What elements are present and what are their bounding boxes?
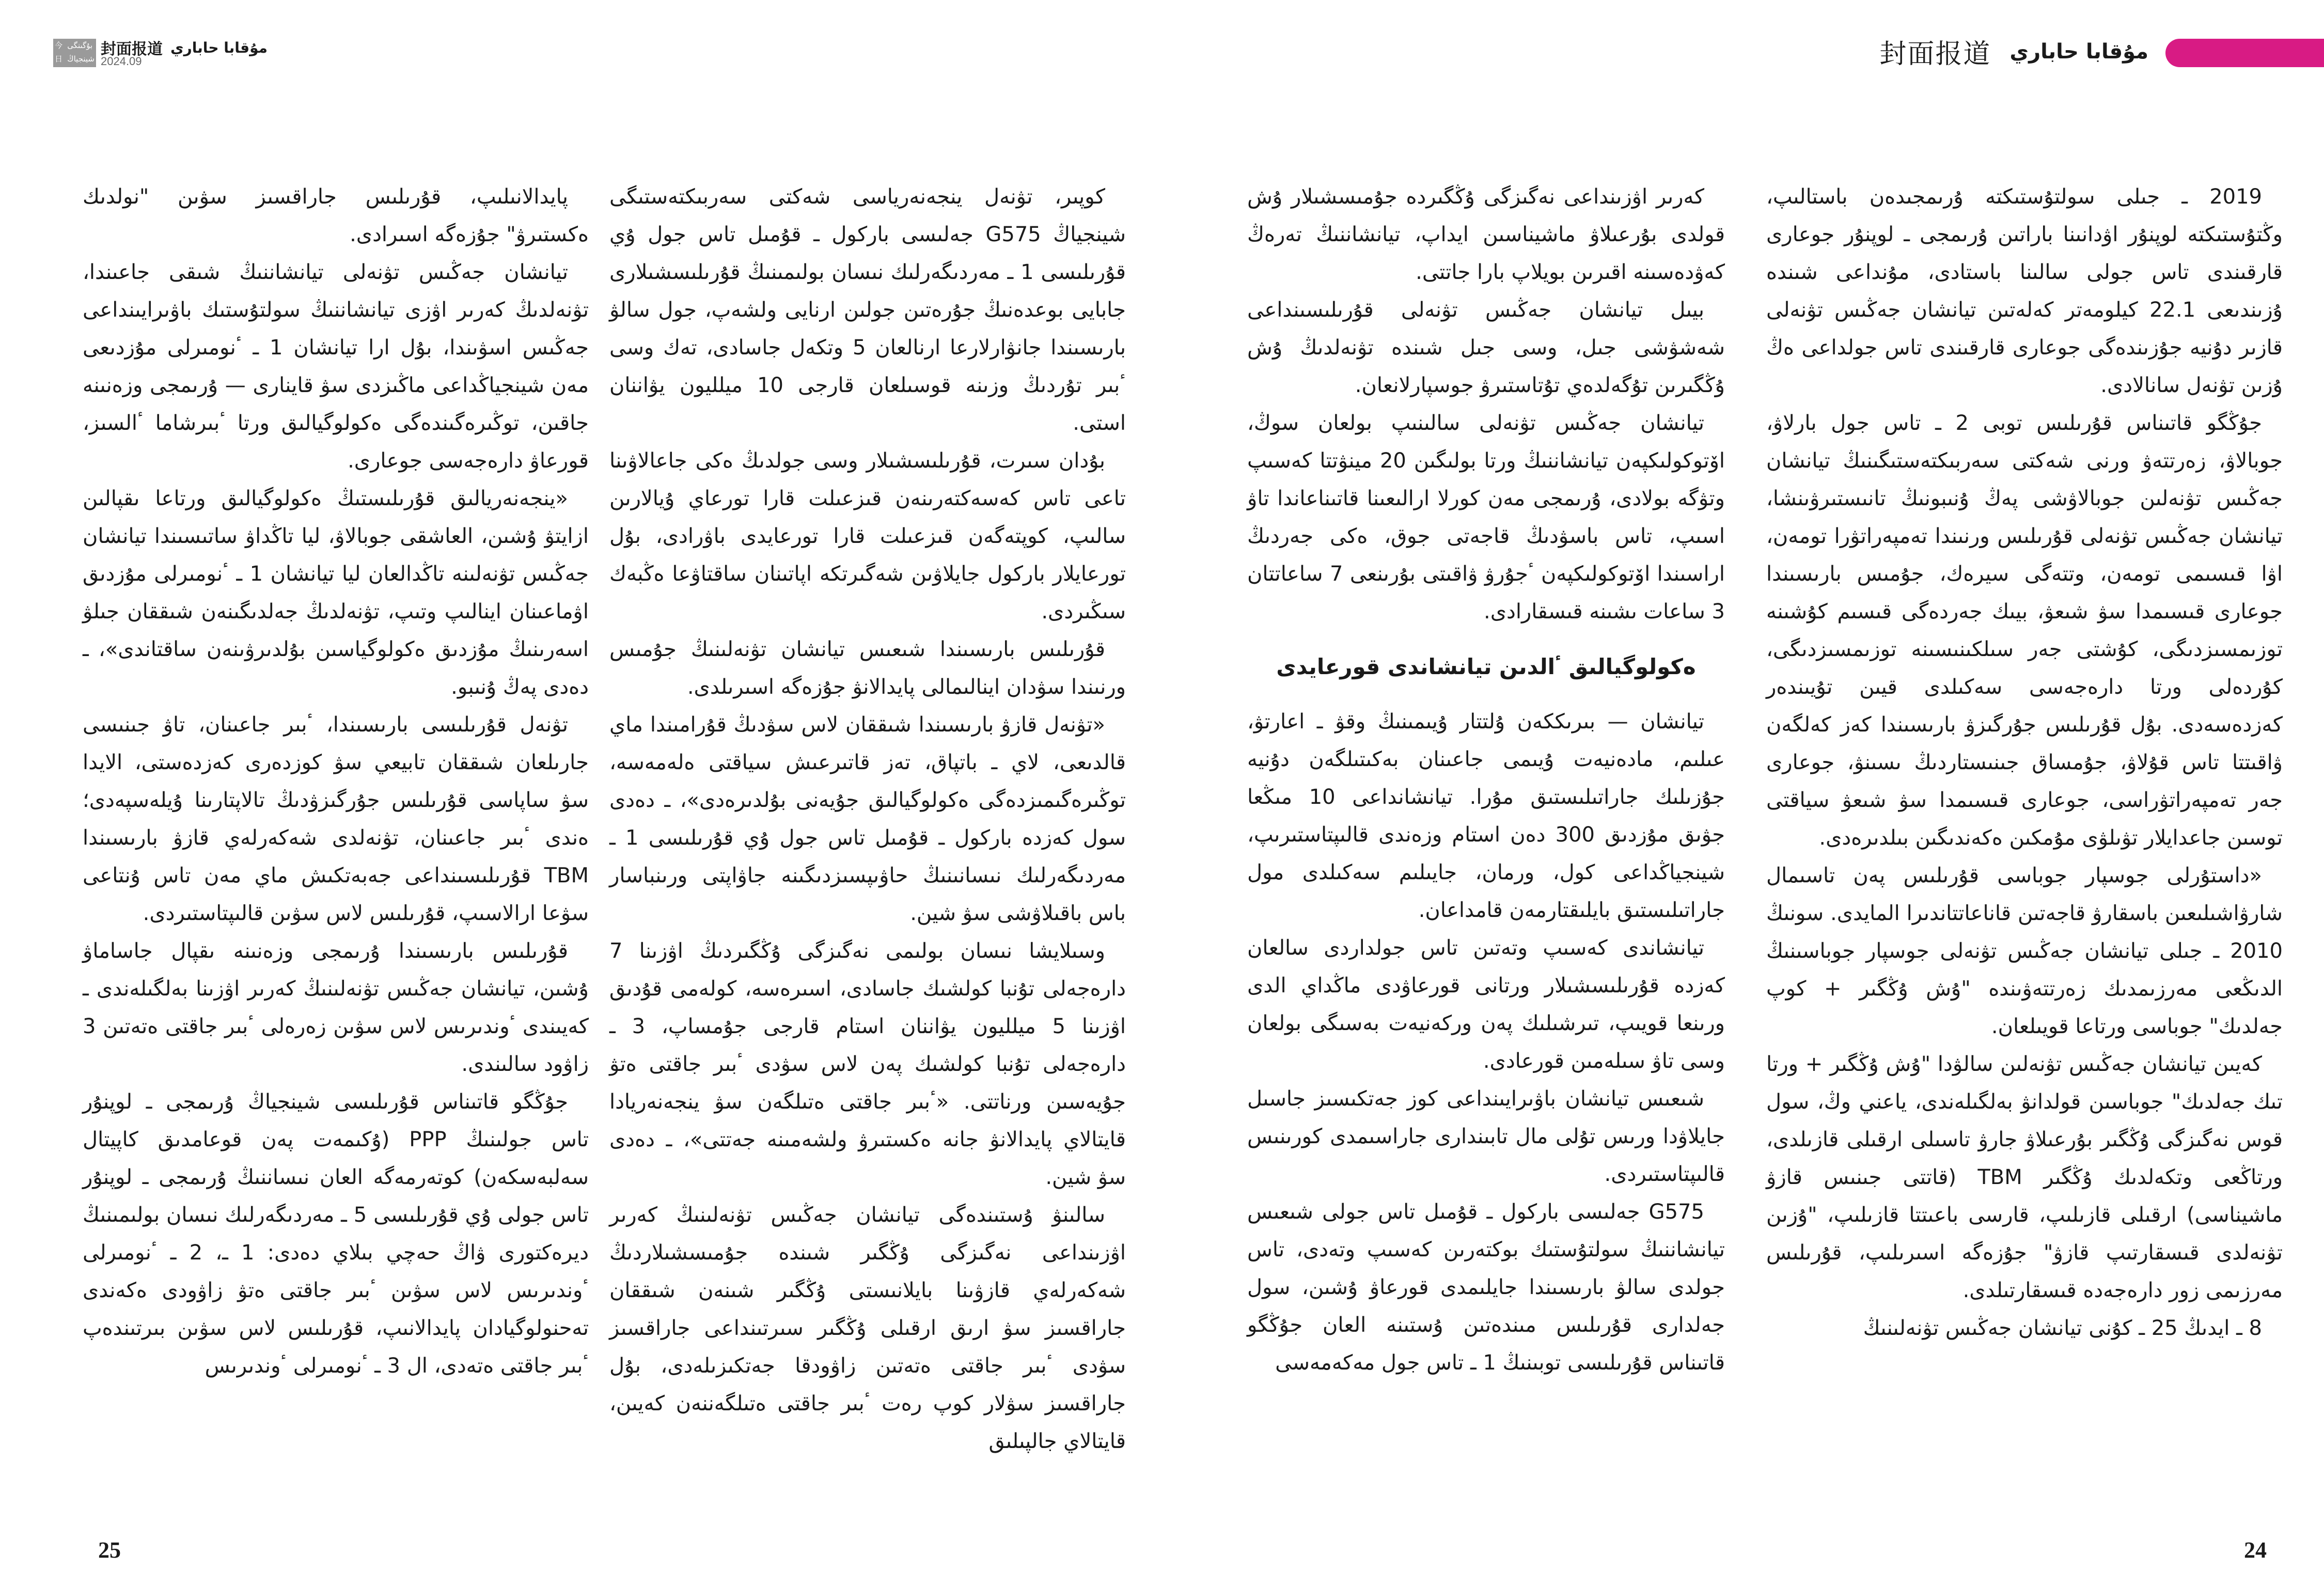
paragraph: تيانشان جەڭىس تۋنەلى تيانشاننىڭ شىقى جاعىندا، تۋنەلدىڭ كەرىر اۋزى تيانشاننىڭ سولتۇستىك باۋىرايىنداعى جەڭىس اسۋىندا، بۇل ارا تيانشان 1 ـ ٴنومىرلى مۇزدىعى مەن شينجياڭداعى ماڭىزدى سۋ قاينارى — ۇرىمجى وزەنىنە جاقىن، توڭىرەگىندەگى ەكولوگيالىق ورتا ٴبىرشاما ٴالسىز، قورعاۋ دارەجەسى جوعارى. <box>83 260 589 473</box>
paragraph: بيىل تيانشان جەڭىس تۋنەلى قۇرىلىسىنداعى شەشۋشى جىل، وسى جىل شىندە تۋنەلدىڭ ۇش ۇڭگىرىن تۇگەلدەي تۇتاستىرۋ جوسپارلانعان. <box>1247 298 1725 397</box>
paragraph: «داستۇرلى جوسپار جوباسى قۇرىلىس پەن تاسىمال شارۋاشىلىعىن باسقارۋ قاجەتىن قاناعاتتاندىرا المايدى. سونىڭ 2010 ـ جىلى تيانشان جەڭىس تۋنەلى جوسپار جوباسىنىڭ الدىڭعى مەرزىمدىك زەرتتەۋىندە "ۇش ۇڭگىر + كوپ جەلدىك" جوباسى ورتاعا قويىلعان. <box>1766 864 2283 1038</box>
paragraph: سالىنۋ ۇستىندەگى تيانشان جەڭىس تۋنەلىنىڭ كەرىر اۋزىنداعى نەگىزگى ۇڭگىر شىندە جۇمىسشىلاردىڭ شەكەرلەي قازۋىنا بايلانىستى ۇڭگىر شىنەن شىققان جاراقسىز سۋ ارىق ارقىلى ۇڭگىر سىرتىنداعى جاراقسىز سۋدى ٴبىر جاقتى ەتەتىن زاۋودقا جەتكىزىلەدى، بۇل جاراقسىز سۋلار كوپ رەت ٴبىر جاقتى ەتىلگەننەن كەيىن، قايتالاي جالپىلىق <box>609 1203 1126 1453</box>
paragraph: كەيىن تيانشان جەڭىس تۋنەلىن سالۋدا "ۇش ۇڭگىر + ورتا تىك جەلدىك" جوباسىن قولدانۋ بەلگىلەندى، ياعني وڭ، سول قوس نەگىزگى ۇڭگىر بۇرعىلاۋ جارۋ تاسىلى ارقىلى قازىلدى، ورتاڭعى وتكەلدىك ۇڭگىر TBM (قاتتى جىنىس قازۋ ماشيناسى) ارقىلى قازىلىپ، قارسى باعىتتا قازىلىپ، "ۇزىن تۋنەلدى قىسقارتىپ قازۋ" جۇزەگە اسىرىلىپ، قۇرىلىس مەرزىمى زور دارەجەدە قىسقارتىلدى. <box>1766 1052 2283 1302</box>
logo-cn-text: 今日新疆 <box>55 41 63 90</box>
paragraph: كەرىر اۋزىنداعى نەگىزگى ۇڭگىردە جۇمىسشىلار ۇش قولدى بۇرعىلاۋ ماشيناسىن ايداپ، تيانشاننىڭ تەرەڭ كەۋدەسىنە اقىرىن بويلاپ بارا جاتتى. <box>1247 185 1725 284</box>
section-tab-marker <box>2165 39 2324 67</box>
paragraph: تيانشان — بىرىككەن ۇلتتار ۇيىمىنىڭ وقۋ ـ اعارتۋ، عىلىم، مادەنيەت ۇيىمى جاعىنان بەكىتىلگەن دۇنيە جۇزىلىك جاراتىلىستىق مۇرا. تيانشانداعى 10 مىڭعا جۋىق مۇزدىق 300 دەن استام وزەندى قالىپتاستىرىپ، شينجياڭداعى كول، ورمان، جايىلىم سەكىلدى مول جاراتىلىستىق بايلىقتارمەن قامداعان. <box>1247 710 1725 922</box>
paragraph: تيانشاندى كەسىپ وتەتىن تاس جولداردى سالعان كەزدە قۇرىلىسشىلار ورتانى قورعاۋدى ماڭداي الدى ورىنعا قويىپ، تىرشىلىك پەن وركەنيەت بەسىگى بولعان وسى تاۋ سىلەمىن قورعادى. <box>1247 936 1725 1073</box>
section-title-cn: 封面报道 <box>101 40 163 58</box>
paragraph: كوپىر، تۋنەل ينجەنەرياسى شەكتى سەربىكتەستىگى شينجياڭ G575 جەلىسى باركول ـ قۇمىل تاس جول ۇي قۇرىلىسى 1 ـ مەردىگەرلىك نىسان بولىمىنىڭ قۇرىلىسشىلارى جابايى بوعدەنىڭ جۇرەتىن جولىن ارنايى ولشەپ، جول سالۋ بارىسىندا جانۋارلارعا ارنالعان 5 وتكەل جاسادى، تەك وسى ٴبىر تۇردىڭ وزىنە قوسىلعان قارجى 10 ميلليون يۋاننان استى. <box>609 185 1126 435</box>
paragraph: قۇرىلىس بارىسىندا شىعىس تيانشان تۋنەلىنىڭ جۇمىس ورنىندا سۋدان اينالىمالى پايدالانۋ جۇزەگە اسىرىلدى. <box>609 637 1126 699</box>
paragraph: شىعىس تيانشان باۋىرايىنداعى كوز جەتكىسىز جاسىل جايلاۋدا ورىس تۇلى مال تابىندارى جاراسىمدى كورىنىس قالىپتاستىردى. <box>1247 1087 1725 1186</box>
paragraph: وسىلايشا نىسان بولىمى نەگىزگى ۇڭگىردىڭ اۋزىنا 7 دارەجەلى تۇنبا كولشىك جاسادى، اسىرەسە، كولەمى قۇدىق اۋزىنا 5 ميلليون يۋاننان استام قارجى جۇمساپ، 3 ـ دارەجەلى تۇنبا كولشىك پەن لاس سۋدى ٴبىر جاقتى ەتۋ جۇيەسىن ورناتتى. «ٴبىر جاقتى ەتىلگەن سۋ ينجەنەريادا قايتالاي پايدالانۋ جانە ەكستىرۋ ولشەمىنە جەتتى»، ـ دەدى سۋ شين. <box>609 939 1126 1189</box>
article-column-4 <box>83 178 589 1385</box>
paragraph: 8 ـ ايدىڭ 25 ـ كۇنى تيانشان جەڭىس تۋنەلىنىڭ <box>1863 1316 2262 1340</box>
article-column-3 <box>609 178 1126 1460</box>
section-title-ug: مۇقابا حاباري <box>2009 39 2148 64</box>
paragraph: تۋنەل قۇرىلىسى بارىسىندا، ٴبىر جاعىنان، تاۋ جىنىسى جارىلعان شىققان تابيعي سۋ كوزدەرى كەزدەستى، الايدا سۋ ساپاسى قۇرىلىس جۇرگىزۋدىڭ تالاپتارىنا ۇيلەسپەدى؛ ەندى ٴبىر جاعىنان، تۋنەلدى شەكەرلەي قازۋ بارىسىندا TBM قۇرىلىسىنداعى جەبەتكىش ماي مەن تاس ۇنتاعى سۋعا ارالاسىپ، قۇرىلىس لاس سۋىن قالىپتاستىردى. <box>83 713 589 925</box>
paragraph: بۇدان سىرت، قۇرىلىسشىلار وسى جولدىڭ ەكى جاعالاۋىنا تاعى تاس كەسەكتەرىنەن قىزعىلت قارا تورعاي ۇيالارىن سالىپ، كوپتەگەن قىزعىلت قارا تورعايدى باۋرادى، بۇل تورعايلار باركول جايلاۋىن شەگىرتكە اپاتىنان ساقتاۋعا ەڭبەك سىڭىردى. <box>609 449 1126 624</box>
paragraph: «تۋنەل قازۋ بارىسىندا شىققان لاس سۋدىڭ قۇرامىندا ماي قالدىعى، لاي ـ باتپاق، تەز قاتىرعىش سياقتى ەلەمەسە، توڭىرەگىمىزدەگى ەكولوگيالىق جۇيەنى بۇلدىرەدى»، ـ دەدى سول كەزدە باركول ـ قۇمىل تاس جول ۇي قۇرىلىسى 1 ـ مەردىگەرلىك نىسانىنىڭ حاۋىپسىزدىگىنە جاۋاپتى ورىنباسار باس باقىلاۋشى سۋ شين. <box>609 713 1126 925</box>
article-column-2 <box>1247 178 1725 1382</box>
subheading: ەكولوگيالىق ٴالدىن تيانشاندى قورعايدى <box>1276 654 1696 679</box>
paragraph: جۇڭگو قاتىناس قۇرىلىس توبى 2 ـ تاس جول بارلاۋ، جوبالاۋ، زەرتتەۋ ورنى شەكتى سەربىكتەستىگىنىڭ تيانشان جەڭىس تۋنەلىن جوبالاۋشى پەڭ ۇنىبونىڭ تانىستىرۋىنشا، تيانشان جەڭىس تۋنەلى قۇرىلىس ورنىندا تەمپەراتۋرا تومەن، اۋا قىسىمى تومەن، وتتەگى سيرەك، جۇمىس بارىسىندا جوعارى قىسىمدا سۋ شىعۋ، بيىك جەردەگى قىسىم كۇشىنە توزىمسىزدىگى، كۇشتى جەر سىلكىنىسىنە توزىمسىزدىگى، كۇردەلى ورتا دارەجەسى سەكىلدى قيىن تۇيىندەر كەزدەسەدى. بۇل قۇرىلىس جۇرگىزۋ بارىسىندا كەز كەلگەن ۋاقىتتا تاس قۇلاۋ، جۇمساق جىنىستاردىڭ ىسىنۋ، جوعارى جەر تەمپەراتۋراسى، جوعارى قىسىمدا سۋ شىعۋ سياقتى توسىن جاعدايلار تۋىلۋى مۇمكىن ەكەندىگىن بىلدىرەدى. <box>1766 411 2283 850</box>
section-title-cn: 封面报道 <box>1879 39 1991 70</box>
paragraph: جۇڭگو قاتىناس قۇرىلىسى شينجياڭ ۇرىمجى ـ لوپنۇر تاس جولىنىڭ PPP (ۇكىمەت پەن قوعامدىق كاپيتال سەلبەسكەن) كوتەرمەگە العان نىساننىڭ ۇرىمجى ـ لوپنۇر تاس جولى ۇي قۇرىلىسى 5 ـ مەردىگەرلىك نىسان بولىمىنىڭ ديرەكتورى ۋاڭ حەچي بىلاي دەدى: 1 ـ، 2 ـ ٴنومىرلى ٴوندىرىس لاس سۋىن ٴبىر جاقتى ەتۋ زاۋودى ەكەندى تەحنولوگيادان پايدالانىپ، قۇرىلىس لاس سۋىن بىرتىندەپ ٴبىر جاقتى ەتەدى، ال 3 ـ ٴنومىرلى ٴوندىرىس <box>83 1090 589 1378</box>
paragraph: «ينجەنەريالىق قۇرىلىستىڭ ەكولوگيالىق ورتاعا ىقپالىن ازايتۋ ۇشىن، العاشقى جوبالاۋ، ليا تاڭداۋ ساتىسىندا تيانشان جەڭىس تۋنەلىنە تاڭدالعان ليا تيانشان 1 ـ ٴنومىرلى مۇزدىق اۋماعىنان اينالىپ وتىپ، تۋنەلدىڭ جەلدىگىنەن شىققان جىلۋ اسەرىنىڭ مۇزدىق ەكولوگياسىن بۇلدىرۋىنەن ساقتاندى»، ـ دەدى پەڭ ۇنىبو. <box>83 487 589 699</box>
logo-ug-text: بۇگىنگى شينجياڭ <box>67 41 95 64</box>
paragraph: 2019 ـ جىلى سولتۇستىكتە ۇرىمجىدەن باستالىپ، وڭتۇستىكتە لوپنۇر اۋدانىنا باراتىن ۇرىمجى ـ لوپنۇر جوعارى قارقىندى تاس جولى سالىنا باستادى، مۇنداعى شىندە ۇزىندىعى 22.1 كيلومەتر كەلەتىن تيانشان جەڭىس تۋنەلى قازىر دۇنيە جۇزىندەگى جوعارى قارقىندى تاس جولداعى ەڭ ۇزىن تۋنەل سانالادى. <box>1766 185 2283 397</box>
paragraph: G575 جەلىسى باركول ـ قۇمىل تاس جولى شىعىس تيانشاننىڭ سولتۇستىك بوكتەرىن كەسىپ وتەدى، تاس جولدى سالۋ بارىسىندا جايلىمدى قورعاۋ ۇشىن، سول جەلدارى قۇرىلىس مىندەتىن ۇستىنە العان جۇڭگو قاتىناس قۇرىلىسى توبىنىڭ 1 ـ تاس جول مەكەمەسى <box>1247 1200 1725 1375</box>
magazine-logo <box>53 39 96 90</box>
section-title-ug: مۇقابا حاباري <box>170 39 268 56</box>
page-number-left: 25 <box>98 1537 121 1563</box>
article-column-1 <box>1766 178 2283 1347</box>
paragraph: پايدالانىلىپ، قۇرىلىس جاراقسىز سۋىن "نولدىك ەكستىرۋ" جۇزەگە اسىرادى. <box>83 185 589 246</box>
issue-date: 2024.09 <box>101 55 142 68</box>
paragraph: تيانشان جەڭىس تۋنەلى سالىنىپ بولعان سوڭ، اۆتوكولىكپەن تيانشاننىڭ ورتا بولىگىن 20 مينۋتتا كەسىپ وتۋگە بولادى، ۇرىمجى مەن كورلا ارالىعىنا قاتىناعاندا تاۋ اسىپ، تاس باسۋدىڭ قاجەتى جوق، ەكى جەردىڭ اراسىندا اۆتوكولىكپەن ٴجۇرۋ ۋاقىتى بۇرىنعى 7 ساعاتتان 3 ساعات ىشىنە قىسقارادى. <box>1247 411 1725 624</box>
paragraph: قۇرىلىس بارىسىندا ۇرىمجى وزەنىنە ىقپال جاساماۋ ۇشىن، تيانشان جەڭىس تۋنەلىنىڭ كەرىر اۋزىنا بەلگىلەندى ـ كەيىندى ٴوندىرىس لاس سۋىن زەرەلى ٴبىر جاقتى ەتەتىن 3 زاۋود سالىندى. <box>83 939 589 1076</box>
page-number-right: 24 <box>2244 1537 2267 1563</box>
